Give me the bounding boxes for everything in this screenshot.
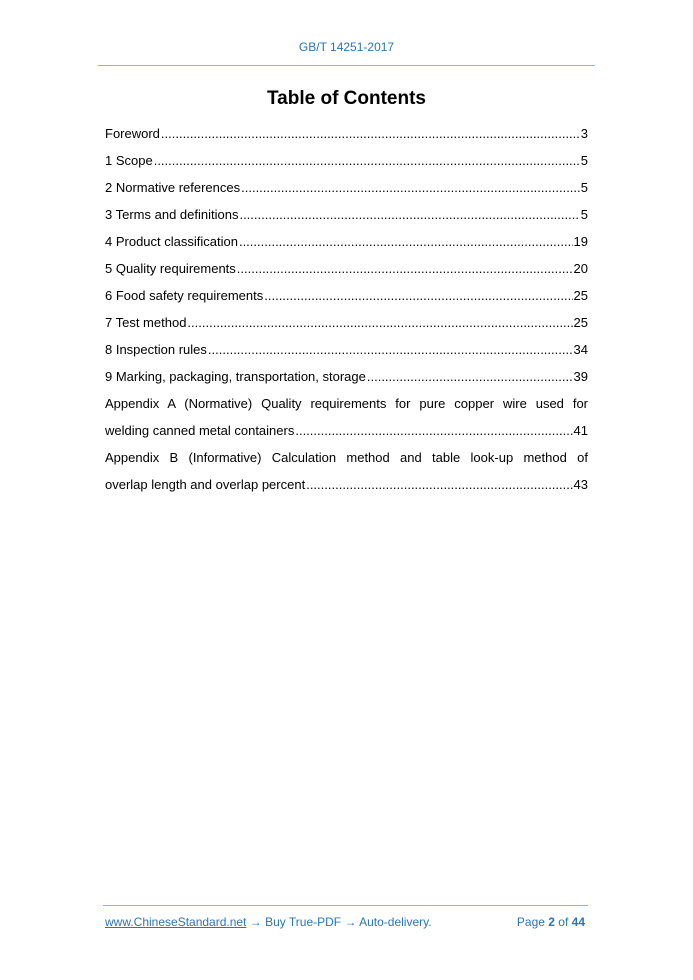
page-of: of bbox=[554, 915, 572, 929]
footer-divider bbox=[103, 905, 588, 906]
toc-entry-label-line1: Appendix A (Normative) Quality requirements for pure copper wire used for bbox=[105, 396, 588, 411]
header-divider bbox=[98, 65, 595, 66]
toc-entry-food-safety-requirements[interactable] bbox=[105, 282, 588, 309]
toc-leader-dots bbox=[239, 201, 579, 228]
toc-leader-dots bbox=[154, 147, 580, 174]
toc-entry-terms-definitions[interactable] bbox=[105, 201, 588, 228]
toc-entry-normative-references[interactable] bbox=[105, 174, 588, 201]
toc-entry-page: 20 bbox=[573, 261, 588, 276]
toc-leader-dots bbox=[239, 228, 573, 255]
toc-entry-page: 3 bbox=[580, 126, 588, 141]
toc-entry-test-method[interactable] bbox=[105, 309, 588, 336]
toc-leader-dots bbox=[306, 471, 572, 498]
toc-leader-dots bbox=[241, 174, 580, 201]
toc-entry-label: 2 Normative references bbox=[105, 180, 241, 195]
toc-entry-scope[interactable] bbox=[105, 147, 588, 174]
toc-entry-page: 39 bbox=[573, 369, 588, 384]
toc-entry-page: 5 bbox=[580, 207, 588, 222]
toc-entry-label-line2: overlap length and overlap percent bbox=[105, 477, 306, 492]
toc-entry-label: 8 Inspection rules bbox=[105, 342, 207, 357]
toc-entry-product-classification[interactable] bbox=[105, 228, 588, 255]
toc-entry-label-line2: welding canned metal containers bbox=[105, 423, 295, 438]
toc-entry-page: 34 bbox=[573, 342, 588, 357]
page-number bbox=[517, 915, 585, 929]
toc-leader-dots bbox=[161, 120, 580, 147]
toc-leader-dots bbox=[367, 363, 573, 390]
footer-promo bbox=[105, 915, 432, 929]
document-header: GB/T 14251-2017 bbox=[298, 40, 395, 54]
toc-leader-dots bbox=[208, 336, 573, 363]
footer-promo-text: → Buy True-PDF → Auto-delivery. bbox=[246, 915, 432, 929]
toc-entry-label-line1: Appendix B (Informative) Calculation method and table look-up method of bbox=[105, 450, 588, 465]
toc-leader-dots bbox=[264, 282, 572, 309]
toc-entry-inspection-rules[interactable] bbox=[105, 336, 588, 363]
page-title: Table of Contents bbox=[266, 88, 427, 109]
toc-entry-page: 5 bbox=[580, 180, 588, 195]
toc-entry-page: 19 bbox=[573, 234, 588, 249]
toc-entry-label: 3 Terms and definitions bbox=[105, 207, 239, 222]
toc-entry-label: 5 Quality requirements bbox=[105, 261, 236, 276]
toc-entry-marking-packaging[interactable] bbox=[105, 363, 588, 390]
toc-entry-page: 41 bbox=[573, 423, 588, 438]
toc-entry-appendix-b[interactable] bbox=[105, 444, 588, 498]
page-footer bbox=[105, 915, 585, 929]
website-link[interactable]: www.ChineseStandard.net bbox=[105, 915, 247, 929]
toc-entry-page: 43 bbox=[573, 477, 588, 492]
toc-entry-page: 25 bbox=[573, 288, 588, 303]
toc-entry-quality-requirements[interactable] bbox=[105, 255, 588, 282]
toc-entry-label: 9 Marking, packaging, transportation, storage bbox=[105, 369, 366, 384]
page-total: 44 bbox=[571, 915, 585, 929]
page-current: 2 bbox=[548, 915, 555, 929]
toc-entry-label: 1 Scope bbox=[105, 153, 153, 168]
toc-entry-appendix-a[interactable] bbox=[105, 390, 588, 444]
toc-leader-dots bbox=[187, 309, 572, 336]
toc-entry-label: 6 Food safety requirements bbox=[105, 288, 264, 303]
toc-entry-label: 7 Test method bbox=[105, 315, 187, 330]
toc-entry-foreword[interactable] bbox=[105, 120, 588, 147]
toc-entry-page: 25 bbox=[573, 315, 588, 330]
toc-entry-page: 5 bbox=[580, 153, 588, 168]
page-prefix: Page bbox=[516, 915, 549, 929]
table-of-contents bbox=[105, 120, 588, 498]
toc-leader-dots bbox=[237, 255, 573, 282]
toc-entry-label: Foreword bbox=[105, 126, 160, 141]
toc-entry-label: 4 Product classification bbox=[105, 234, 238, 249]
toc-leader-dots bbox=[295, 417, 572, 444]
